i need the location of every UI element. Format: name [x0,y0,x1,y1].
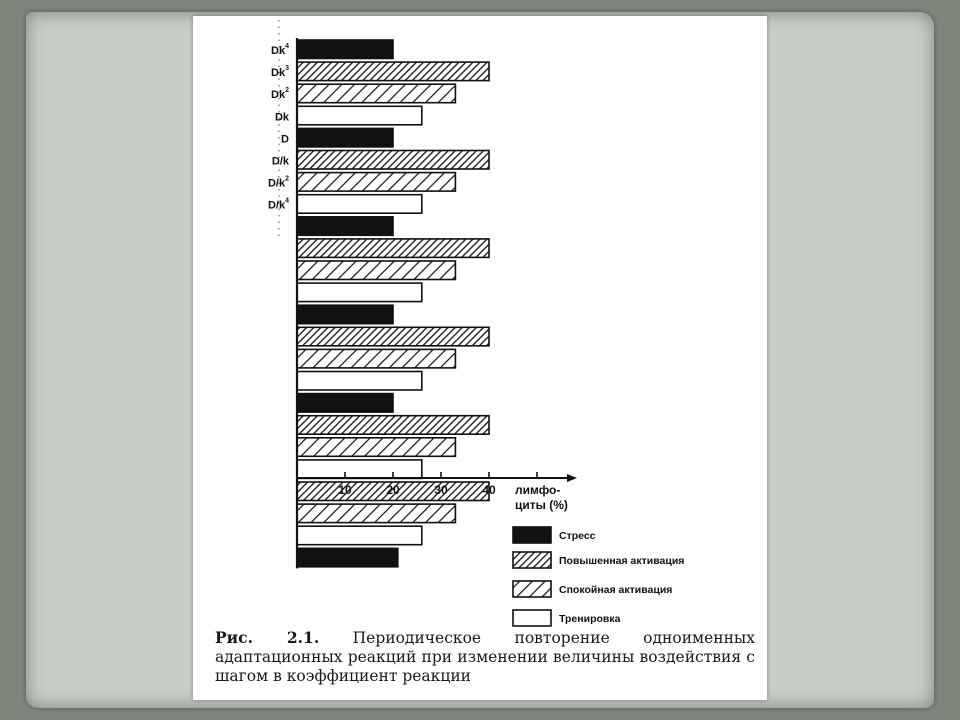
bar-stress-5 [297,128,393,147]
legend-label-training: Тренировка [559,613,621,625]
bar-training-4 [297,106,422,125]
legend-label-high-activation: Повышенная активация [559,555,685,567]
bar-calm-activation-11 [297,261,455,280]
legend-swatch-training [513,610,551,626]
legend-label-calm-activation: Спокойная активация [559,584,673,596]
bar-training-23 [297,526,422,545]
bar-training-12 [297,283,422,302]
bar-calm-activation-19 [297,438,455,457]
bar-stress-24 [297,548,398,567]
bar-training-16 [297,372,422,391]
bar-high-activation-14 [297,327,489,346]
bar-high-activation-2 [297,62,489,81]
x-axis-arrow [567,474,577,482]
x-tick-label-30: 30 [434,483,448,497]
row-label-7: $D/k^2$ [267,175,289,190]
row-label-8: $D/k^4$ [267,197,289,212]
bar-high-activation-6 [297,151,489,170]
legend-swatch-calm-activation [513,581,551,597]
bar-stress-9 [297,217,393,236]
x-tick-label-10: 10 [338,483,352,497]
x-axis-label-line2: циты (%) [515,498,568,512]
figure-page [193,16,767,700]
figure-caption [215,628,755,686]
legend-swatch-stress [513,527,551,543]
bars [279,20,489,568]
row-label-5: D [281,133,289,146]
x-tick-label-20: 20 [386,483,400,497]
bar-stress-1 [297,40,393,59]
legend [513,527,684,626]
row-label-2: Dk$^3$ [271,65,289,80]
bar-calm-activation-7 [297,173,455,192]
x-tick-label-40: 40 [482,483,496,497]
row-label-1: Dk$^4$ [271,43,289,57]
bar-chart [193,16,767,700]
figure-number: Рис. 2.1. [215,628,320,647]
bar-calm-activation-15 [297,349,455,368]
bar-high-activation-18 [297,416,489,435]
legend-swatch-high-activation [513,552,551,568]
bar-calm-activation-22 [297,504,455,522]
legend-label-stress: Стресс [559,530,596,542]
bar-calm-activation-3 [297,84,455,103]
bar-stress-13 [297,305,393,324]
x-axis-label-line1: лимфо- [515,483,561,497]
caption-text: Периодическое повторение одноименных адаптационных реакций при изменении величины воздействия с шагом в коэффициент реакции [215,629,755,685]
row-label-4: Dk [274,111,289,124]
bar-training-8 [297,195,422,214]
bar-high-activation-10 [297,239,489,258]
bar-stress-17 [297,394,393,413]
bar-training-20 [297,460,422,479]
row-label-6: D/k [271,155,289,168]
row-label-3: Dk$^2$ [271,87,289,102]
row-labels [268,43,290,212]
